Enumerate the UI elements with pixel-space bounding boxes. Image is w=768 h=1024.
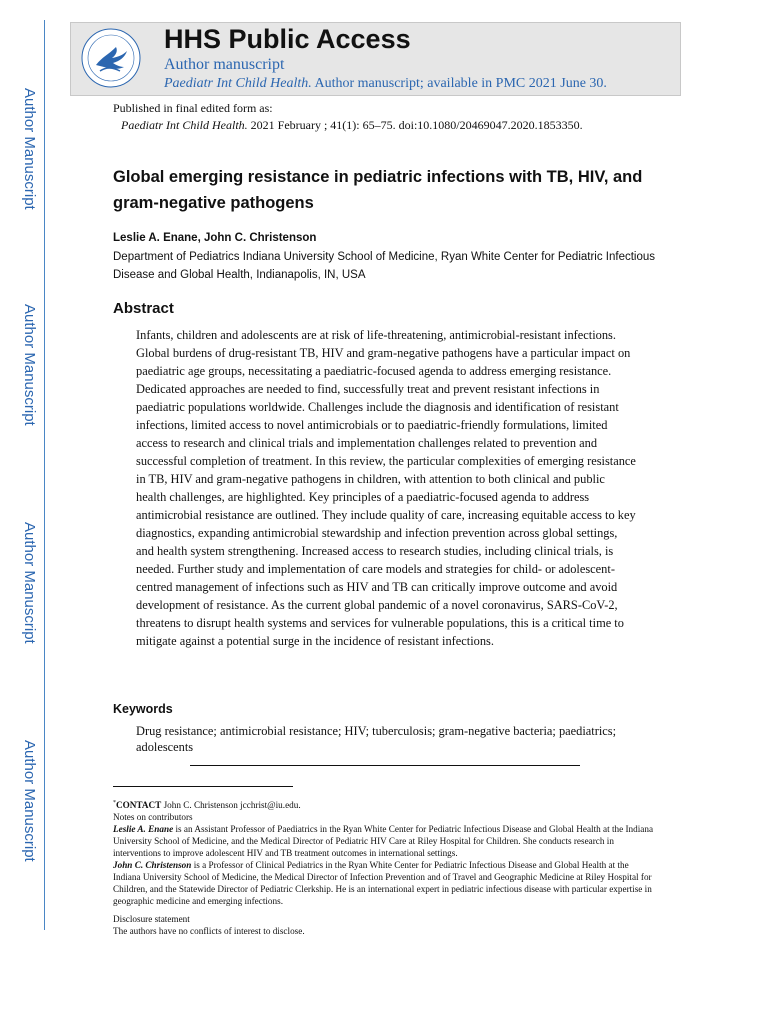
sidebar-label: Author Manuscript [21, 522, 38, 644]
hhs-eagle-logo-icon [80, 27, 142, 89]
sidebar-label: Author Manuscript [21, 740, 38, 862]
published-label: Published in final edited form as: [113, 101, 273, 115]
section-divider [190, 765, 580, 766]
citation-journal: Paediatr Int Child Health. [121, 118, 248, 132]
abstract-text: Infants, children and adolescents are at risk of life-threatening, antimicrobial-resistant infections. Global burdens of drug-resistant TB, HIV and gram-negative pathogens have a particular impact on paediatric age groups, necessitating a paediatric-focused agenda to address emerging resistance. Dedicated approaches are needed to find, successfully treat and prevent resistant infections in paediatric populations worldwide. Challenges include the diagnosis and identification of resistant infections, limited access to novel antimicrobials or to paediatric-friendly formulations, limited access to research and clinical trials and implementation challenges related to prevention and successful completion of treatment. In this review, the particular complexities of emerging resistance in TB, HIV and gram-negative pathogens in children, with attention to both clinical and public health challenges, are highlighted. Key principles of a paediatric-focused agenda to address antimicrobial resistance are outlined. They include quality of care, increasing equitable access to key diagnostics, expanding antimicrobial stewardship and infection prevention across global settings, and health system strengthening. Increased access to research studies, including clinical trials, is needed. Further study and implementation of care models and strategies for child- or adolescent-centred management of infections such as HIV and TB can critically improve outcome and avoid development of resistance. As the current global pandemic of a novel coronavirus, SARS-CoV-2, threatens to disrupt health systems and services for vulnerable populations, this is a critical time to mitigate against a potential surge in the incidence of resistant infections. [136, 328, 636, 648]
enane-bio-text: is an Assistant Professor of Paediatrics in the Ryan White Center for Pediatric Infectious Disease and Global Health at the Indiana University School of Medicine, and the Medical Director of Pediatric HIV Care at Riley Hospital for Children. She conducts research in interventions to improve adolescent HIV and TB treatment outcomes in international settings. [113, 824, 654, 859]
footnote-divider [113, 786, 293, 787]
journal-availability [164, 76, 607, 92]
contact-text[interactable]: John C. Christenson jcchrist@iu.edu. [163, 800, 301, 811]
citation-text: 2021 February ; 41(1): 65–75. doi:10.1080/20469047.2020.1853350. [250, 118, 583, 132]
christenson-bio [113, 859, 658, 907]
contact-label: CONTACT [116, 800, 162, 811]
article-title: Global emerging resistance in pediatric infections with TB, HIV, and gram-negative pathogens [113, 168, 643, 212]
published-info [113, 100, 583, 134]
sidebar-label: Author Manuscript [21, 304, 38, 426]
enane-name: Leslie A. Enane [113, 824, 174, 835]
sidebar-label: Author Manuscript [21, 88, 38, 210]
christenson-bio-text: is a Professor of Clinical Pediatrics in the Ryan White Center for Pediatric Infectious Disease and Global Health at the Indiana University School of Medicine, the Medical Director of Infection Prevention and of Travel and Geographic Medicine at Riley Hospital for Children, and the Statewide Director of Pediatric Clerkship. He is an international expert in pediatric infectious disease with particular expertise in geographic medicine and emerging infections. [113, 860, 652, 907]
keywords-heading: Keywords [113, 702, 173, 716]
enane-bio [113, 823, 658, 859]
disclosure-text: The authors have no conflicts of interest to disclose. [113, 926, 305, 937]
contact-footnote [113, 797, 658, 811]
hhs-title: HHS Public Access [164, 24, 411, 54]
keywords-text: Drug resistance; antimicrobial resistance; HIV; tuberculosis; gram-negative bacteria; paediatrics; adolescents [136, 724, 617, 754]
author-manuscript-label: Author manuscript [164, 56, 285, 73]
author-separator: , [197, 232, 204, 244]
availability-text: Author manuscript; available in PMC 2021 June 30. [314, 76, 607, 91]
journal-name: Paediatr Int Child Health. [164, 76, 312, 91]
authors [113, 232, 316, 244]
citation [113, 117, 583, 134]
christenson-name: John C. Christenson [113, 860, 192, 871]
author-name[interactable]: Leslie A. Enane [113, 232, 198, 244]
disclosure-label: Disclosure statement [113, 914, 190, 925]
footnotes [113, 797, 658, 937]
abstract-heading: Abstract [113, 300, 174, 317]
author-name[interactable]: John C. Christenson [203, 232, 317, 244]
notes-label: Notes on contributors [113, 812, 193, 823]
affiliation: Department of Pediatrics Indiana University School of Medicine, Ryan White Center for Pediatric Infectious Disease and Global Health, Indianapolis, IN, USA [113, 251, 656, 281]
contact-mark: * [113, 800, 116, 806]
